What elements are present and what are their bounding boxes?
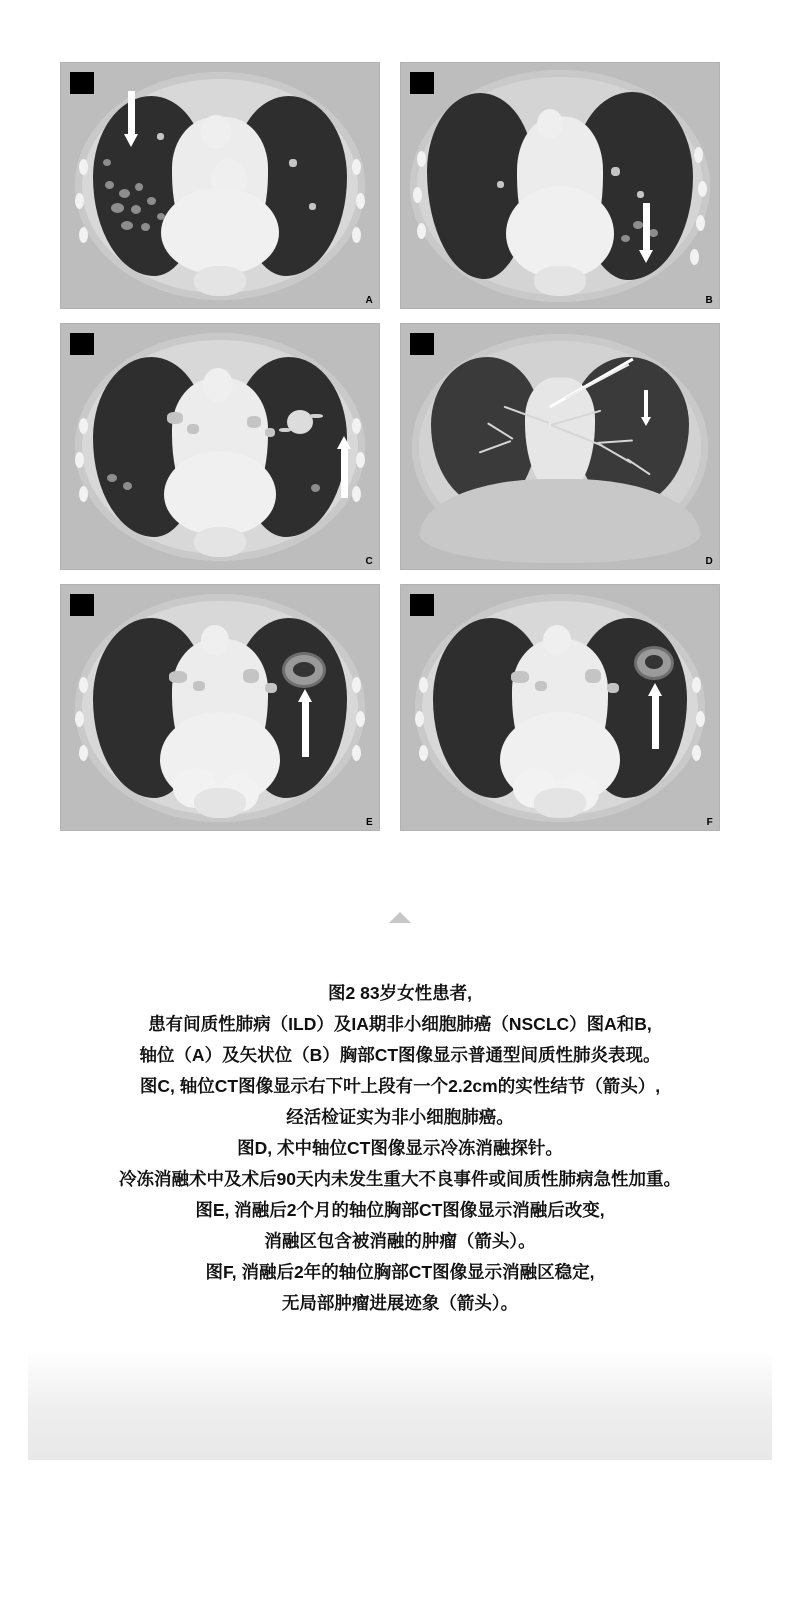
spine xyxy=(194,788,246,818)
caption-line: 图D, 术中轴位CT图像显示冷冻消融探针。 xyxy=(237,1138,563,1158)
rib xyxy=(692,677,701,693)
rib xyxy=(79,486,88,502)
rib xyxy=(79,418,88,434)
annotation-arrow xyxy=(641,390,651,426)
honeycomb-cyst xyxy=(123,482,132,490)
pulmonary-vessel xyxy=(157,133,164,140)
pulmonary-vessel xyxy=(535,681,547,691)
honeycomb-cyst xyxy=(147,197,156,205)
pulmonary-vessel xyxy=(187,424,199,434)
rib xyxy=(696,711,705,727)
rib xyxy=(79,745,88,761)
annotation-arrow xyxy=(337,436,351,498)
annotation-arrow xyxy=(648,683,662,749)
rib xyxy=(415,711,424,727)
honeycomb-cyst xyxy=(311,484,320,492)
honeycomb-cyst xyxy=(105,181,114,189)
aortic-arch xyxy=(537,109,563,139)
rib xyxy=(692,745,701,761)
figure-row-2 xyxy=(60,323,720,570)
rib xyxy=(75,452,84,468)
aorta xyxy=(543,625,571,655)
caption-line: 图C, 轴位CT图像显示右下叶上段有一个2.2cm的实性结节（箭头）, xyxy=(139,1076,661,1096)
rib xyxy=(419,745,428,761)
rib xyxy=(698,181,707,197)
annotation-arrow xyxy=(124,91,138,147)
ct-panel-d xyxy=(400,323,720,570)
rib xyxy=(352,745,361,761)
pulmonary-vessel xyxy=(497,181,504,188)
figure-row-1 xyxy=(60,62,720,309)
panel-label-b: B xyxy=(705,295,713,306)
rib xyxy=(79,227,88,243)
image-corner-marker xyxy=(410,72,434,94)
pulmonary-vessel xyxy=(247,416,261,428)
spine xyxy=(534,788,586,818)
rib xyxy=(417,151,426,167)
rib xyxy=(352,677,361,693)
image-corner-marker xyxy=(70,72,94,94)
pulmonary-vessel xyxy=(585,669,601,683)
honeycomb-cyst xyxy=(157,213,165,220)
rib xyxy=(696,215,705,231)
aorta xyxy=(203,368,233,402)
pulmonary-vessel xyxy=(167,412,183,424)
pulmonary-vessel xyxy=(243,669,259,683)
triangle-up-icon xyxy=(389,912,411,923)
aorta xyxy=(201,625,229,655)
honeycomb-cyst xyxy=(135,183,143,191)
pulmonary-vessel xyxy=(169,671,187,683)
rib xyxy=(352,486,361,502)
honeycomb-cyst xyxy=(111,203,124,213)
rib xyxy=(356,711,365,727)
panel-label-e: E xyxy=(366,817,373,828)
ablated-tumor xyxy=(293,662,315,677)
pulmonary-vessel xyxy=(193,681,205,691)
honeycomb-cyst xyxy=(119,189,130,198)
page-footer-band xyxy=(28,1350,772,1460)
honeycomb-cyst xyxy=(131,205,141,214)
caption-line: 经活检证实为非小细胞肺癌。 xyxy=(286,1107,514,1127)
honeycomb-cyst xyxy=(141,223,150,231)
heart xyxy=(164,451,276,535)
pulmonary-vessel xyxy=(265,683,277,693)
caption-line: 图F, 消融后2年的轴位胸部CT图像显示消融区稳定, xyxy=(205,1262,595,1282)
figure-caption xyxy=(0,978,800,1319)
honeycomb-cyst xyxy=(121,221,133,230)
rib xyxy=(356,193,365,209)
heart xyxy=(506,186,614,278)
rib xyxy=(413,187,422,203)
rib xyxy=(356,452,365,468)
rib xyxy=(417,223,426,239)
panel-label-c: C xyxy=(365,556,373,567)
caption-line: 冷冻消融术中及术后90天内未发生重大不良事件或间质性肺病急性加重。 xyxy=(119,1169,681,1189)
pulmonary-vessel xyxy=(289,159,297,167)
rib xyxy=(79,677,88,693)
aorta xyxy=(201,115,231,149)
panel-label-d: D xyxy=(705,556,713,567)
pulmonary-vessel xyxy=(637,191,644,198)
caption-line: 轴位（A）及矢状位（B）胸部CT图像显示普通型间质性肺炎表现。 xyxy=(139,1045,661,1065)
panel-label-f: F xyxy=(706,817,713,828)
honeycomb-cyst xyxy=(107,474,117,482)
rib xyxy=(352,418,361,434)
rib xyxy=(352,159,361,175)
panel-label-a: A xyxy=(365,295,373,306)
spine xyxy=(194,266,246,296)
caption-line: 图2 83岁女性患者, xyxy=(328,983,472,1003)
image-corner-marker xyxy=(70,333,94,355)
caption-line: 患有间质性肺病（ILD）及IA期非小细胞肺癌（NSCLC）图A和B, xyxy=(148,1014,652,1034)
caption-line: 消融区包含被消融的肿瘤（箭头）。 xyxy=(264,1231,536,1251)
nodule-spicule xyxy=(279,428,291,432)
spine xyxy=(534,266,586,296)
caption-line: 图E, 消融后2个月的轴位胸部CT图像显示消融后改变, xyxy=(195,1200,605,1220)
pulmonary-vessel xyxy=(611,167,620,176)
rib xyxy=(75,193,84,209)
rib xyxy=(75,711,84,727)
ct-panel-c xyxy=(60,323,380,570)
ct-panel-f xyxy=(400,584,720,831)
pulmonary-vessel xyxy=(309,203,316,210)
rib xyxy=(79,159,88,175)
rib xyxy=(694,147,703,163)
annotation-arrow xyxy=(298,689,312,757)
rib xyxy=(352,227,361,243)
ct-panel-e xyxy=(60,584,380,831)
caption-line: 无局部肿瘤进展迹象（箭头）。 xyxy=(281,1293,519,1313)
ablated-tumor xyxy=(645,655,663,669)
pulmonary-vessel xyxy=(607,683,619,693)
nodule-spicule xyxy=(309,414,323,418)
ct-panel-a xyxy=(60,62,380,309)
figure-row-3 xyxy=(60,584,720,831)
pulmonary-vessel xyxy=(511,671,529,683)
pulmonary-vessel xyxy=(265,428,275,437)
annotation-arrow xyxy=(639,203,653,265)
image-corner-marker xyxy=(410,594,434,616)
heart xyxy=(161,188,279,274)
rib xyxy=(690,249,699,265)
honeycomb-cyst xyxy=(621,235,630,242)
ct-panel-b xyxy=(400,62,720,309)
image-corner-marker xyxy=(70,594,94,616)
spine xyxy=(194,527,246,557)
honeycomb-cyst xyxy=(103,159,111,166)
image-corner-marker xyxy=(410,333,434,355)
rib xyxy=(419,677,428,693)
figure-panel-grid xyxy=(60,62,720,845)
